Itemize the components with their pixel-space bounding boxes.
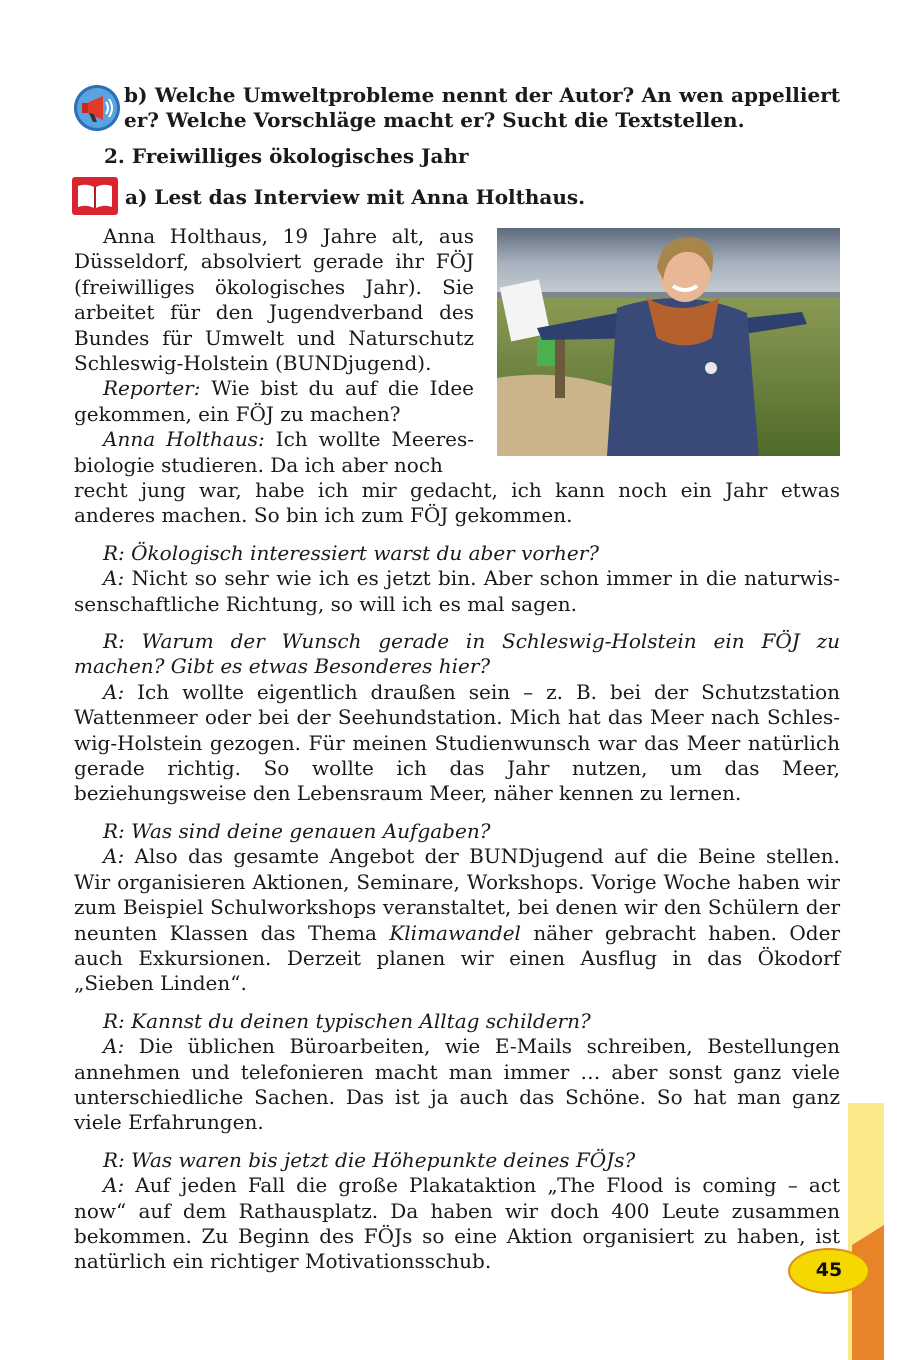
speaker-label: A: (103, 1173, 125, 1198)
question-text: R: Was waren bis jetzt die Höhepunkte deines FÖJs? (103, 1147, 636, 1172)
answer-text: Ich wollte eigentlich draußen sein – z. B. bei der Schutzstation Wattenmeer oder bei der Seehundstation. Mich hat das Meer nach Schleswig-Holstein gezogen. Für meinen Studienwunsch war das Meer natürlich gerade richtig. So wollte ich das Jahr nutzen, um das Meer, beziehungsweise den Lebensraum Meer, näher kennen zu lernen. (74, 679, 840, 806)
book-icon (72, 177, 118, 215)
anna-holthaus-photo (497, 228, 840, 456)
answer-text: Also das gesamte Angebot der BUNDjugend auf die Beine stellen. Wir organisieren Aktionen, Seminare, Workshops. Vorige Woche haben wir zum Beispiel Schulworkshops veranstaltet, bei denen wir den Schülern der neunten Klassen das Thema (74, 844, 840, 945)
section-heading: 2. Freiwilliges ökologisches Jahr (104, 144, 469, 168)
task-a: a) Lest das Interview mit Anna Holthaus. (125, 185, 586, 209)
interview-body (74, 478, 840, 1275)
answer-5 (74, 1173, 840, 1275)
question-4 (74, 1009, 840, 1034)
reporter-question (74, 376, 474, 427)
question-2 (74, 629, 840, 680)
answer-4 (74, 1034, 840, 1136)
answer-1 (74, 566, 840, 617)
question-text: R: Kannst du deinen typischen Alltag schildern? (103, 1008, 591, 1033)
question-text: Wie bist du auf die Idee gekommen, ein FÖJ zu machen? (74, 376, 474, 426)
page-edge-accent (852, 1225, 884, 1360)
answer-3 (74, 844, 840, 996)
question-5 (74, 1148, 840, 1173)
speaker-label: Anna Holthaus: (103, 427, 265, 452)
answer-start (74, 427, 474, 478)
intro-paragraph: Anna Holthaus, 19 Jahre alt, aus Düsseldorf, absolviert gerade ihr FÖJ (freiwilliges ökologisches Jahr). Sie arbeitet für den Jugendverband des Bundes für Umwelt und Naturschutz Schleswig-Holstein (BUNDjugend). (74, 224, 474, 376)
answer-text: Die üblichen Büroarbeiten, wie E-Mails schreiben, Bestellungen annehmen und telefonieren macht man immer … aber sonst ganz viele unterschiedliche Sachen. Das ist ja auch das Schöne. So hat man ganz viele Erfahrungen. (74, 1034, 840, 1135)
question-text: R: Warum der Wunsch gerade in Schleswig-Holstein ein FÖJ zu machen? Gibt es etwas Besonderes hier? (74, 629, 840, 679)
speaker-label: A: (103, 679, 125, 704)
emphasis-text: Klimawandel (389, 920, 521, 945)
answer-text: Ich wollte Meeresbiologie studieren. Da ich aber noch (74, 427, 474, 477)
speaker-label: A: (103, 1034, 125, 1059)
answer-continued: recht jung war, habe ich mir gedacht, ich kann noch ein Jahr etwas anderes machen. So bin ich zum FÖJ gekommen. (74, 478, 840, 528)
answer-text: Auf jeden Fall die große Plakataktion „The Flood is coming – act now“ auf dem Rathausplatz. Da haben wir doch 400 Leute zusammen bekommen. Zu Beginn des FÖJs so eine Aktion organisiert zu haben, ist natürlich ein richtiger Motivationsschub. (74, 1173, 840, 1274)
interview-intro (74, 224, 474, 478)
question-text: R: Ökologisch interessiert warst du aber vorher? (103, 540, 599, 565)
task-b: b) Welche Umweltprobleme nennt der Autor? An wen appelliert er? Welche Vorschläge macht er? Sucht die Textstellen. (124, 83, 840, 132)
speaker-label: Reporter: (103, 376, 201, 401)
answer-2 (74, 680, 840, 807)
question-3 (74, 819, 840, 844)
page-number: 45 (788, 1248, 870, 1294)
answer-text: Nicht so sehr wie ich es jetzt bin. Aber schon immer in die naturwissenschaftliche Richtung, so will ich es mal sagen. (74, 566, 840, 616)
speaker-label: A: (103, 566, 125, 591)
speaker-label: A: (103, 844, 125, 869)
question-1 (74, 541, 840, 566)
question-text: R: Was sind deine genauen Aufgaben? (103, 818, 491, 843)
answer-text: näher gebracht haben. Oder auch Exkursionen. Derzeit planen wir einen Ausflug in das Ökodorf „Sieben Linden“. (74, 920, 840, 996)
megaphone-icon (73, 84, 121, 132)
